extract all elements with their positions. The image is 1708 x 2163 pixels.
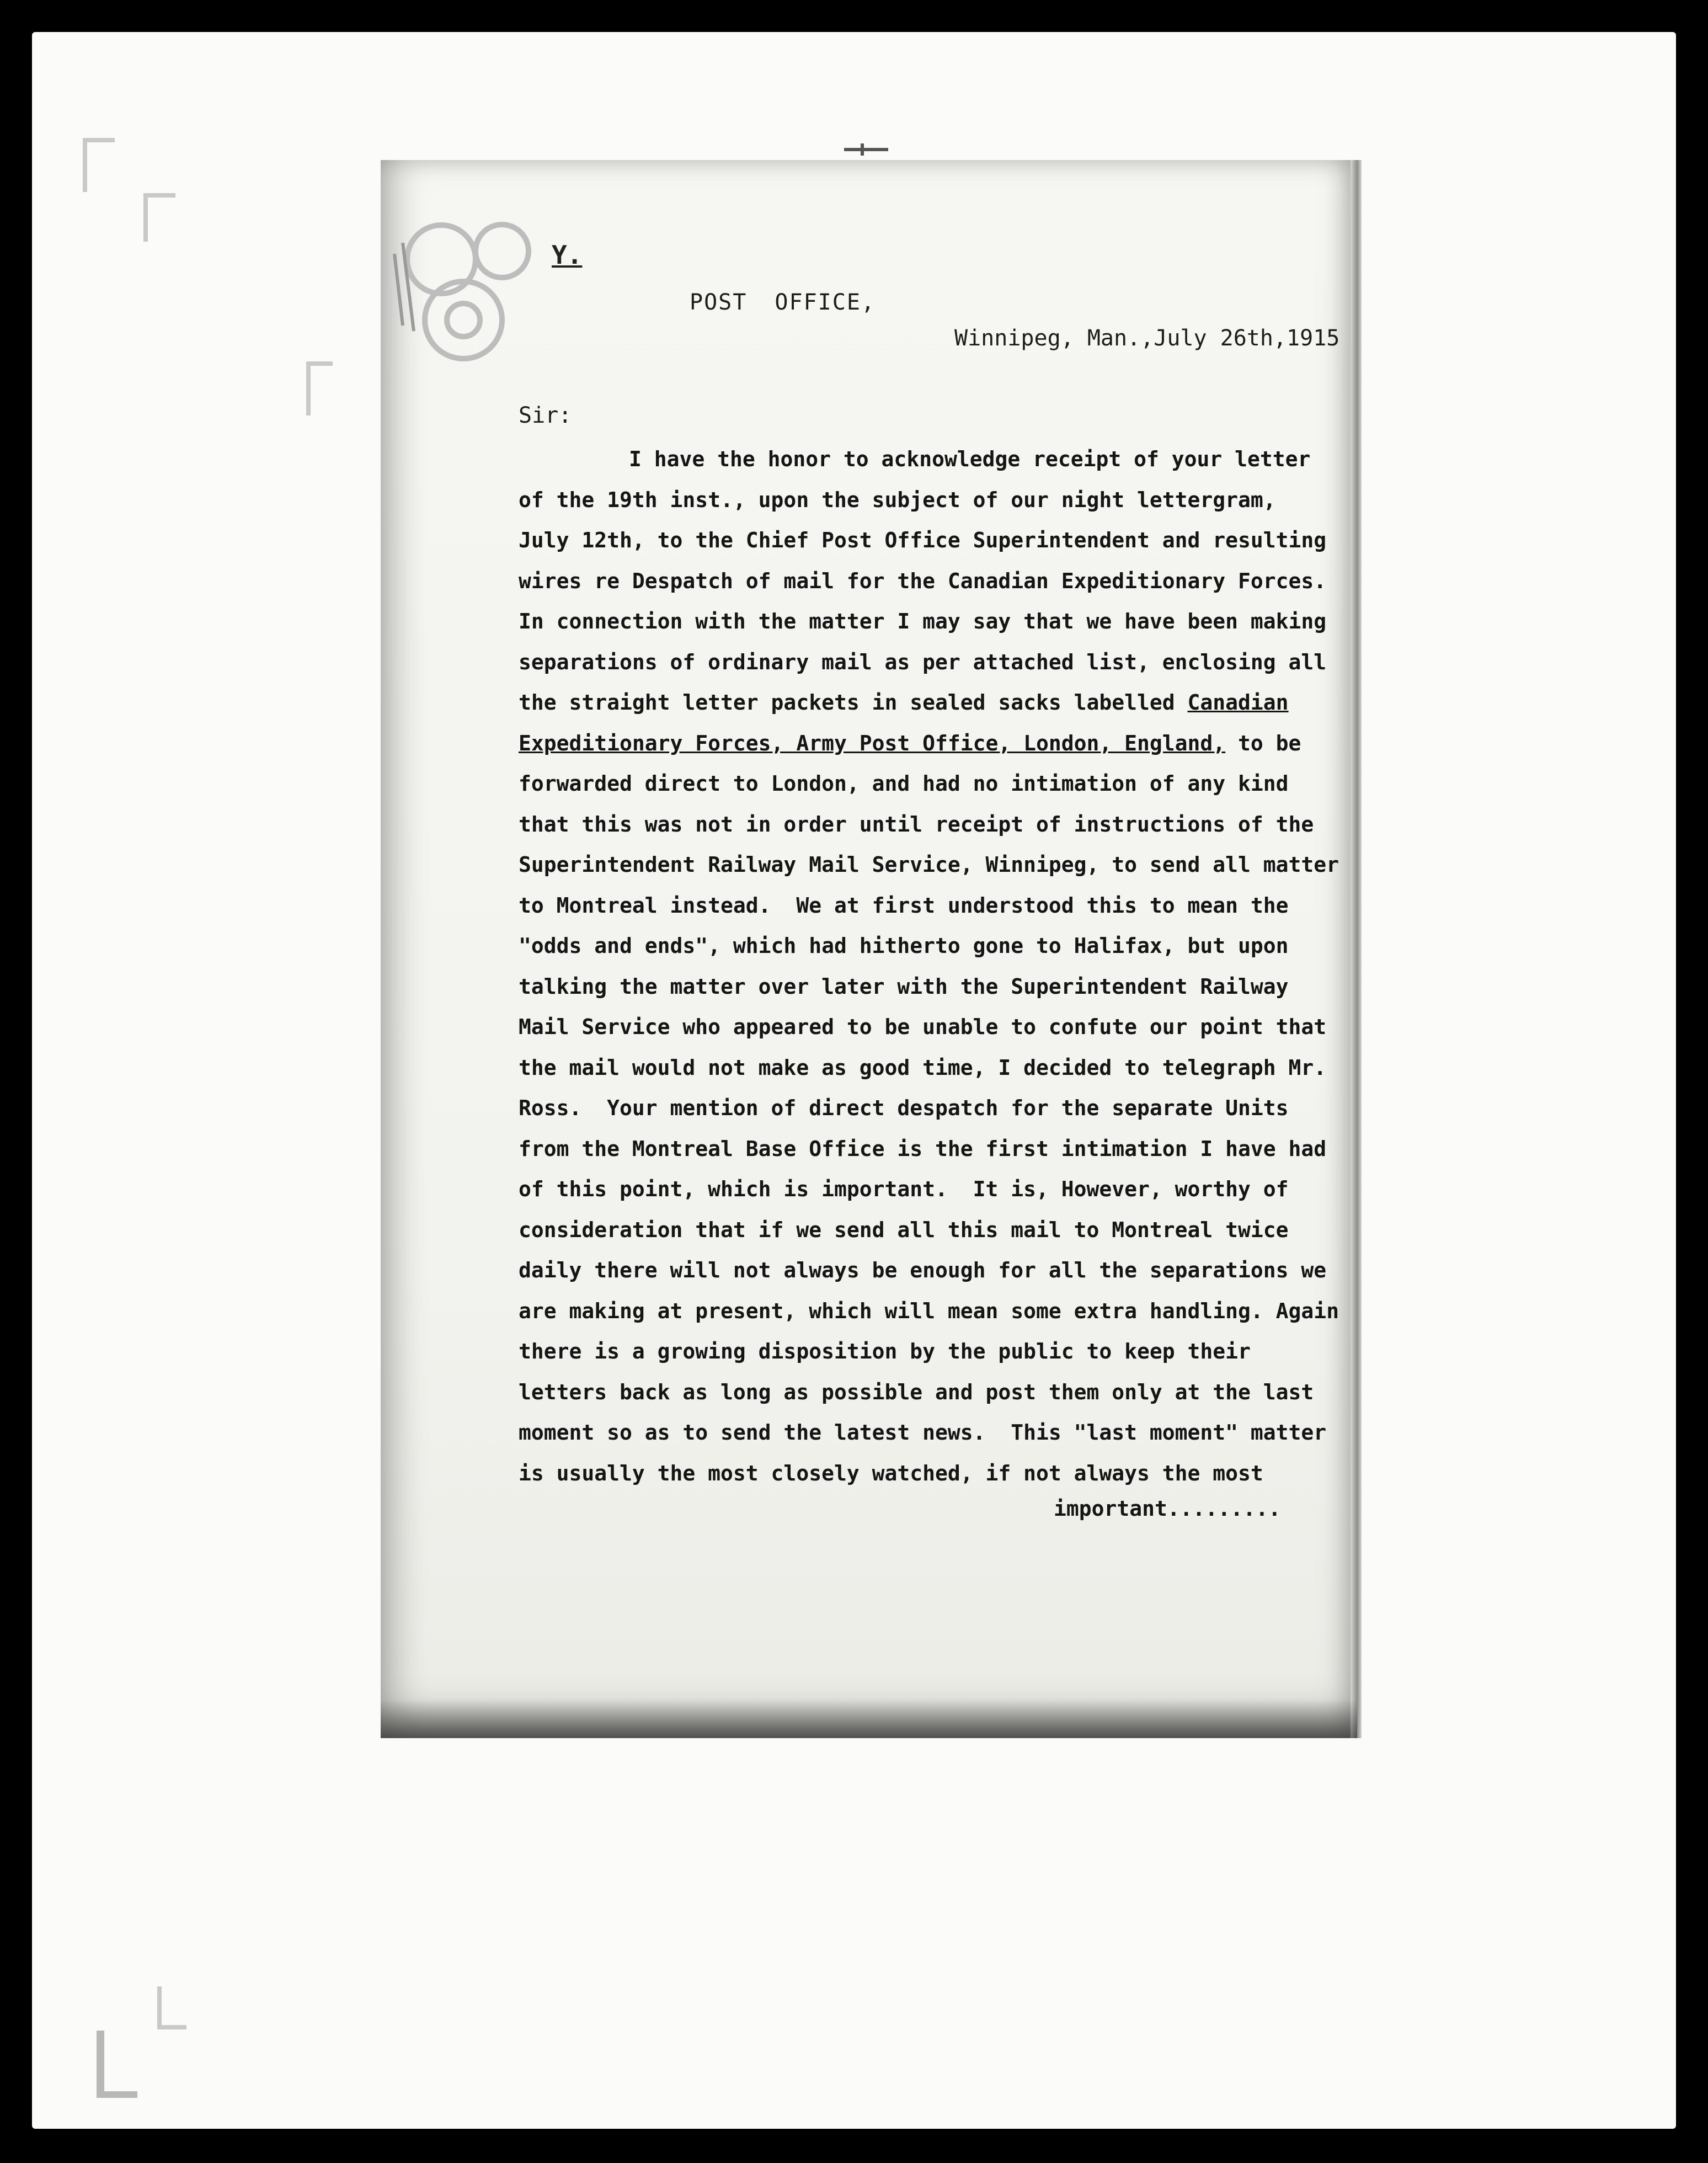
body-line: Ross. Your mention of direct despatch for the separate Units [519, 1096, 1289, 1120]
film-corner-mark [157, 1986, 186, 2029]
stamp-fragment: Y. [552, 240, 583, 270]
body-line: are making at present, which will mean some extra handling. Again [519, 1298, 1339, 1323]
letterhead-heading: POST OFFICE, [690, 290, 876, 315]
dateline: Winnipeg, Man.,July 26th,1915 [954, 326, 1340, 351]
body-line: consideration that if we send all this mail to Montreal twice [519, 1217, 1289, 1242]
body-line: Mail Service who appeared to be unable to confute our point that [519, 1015, 1327, 1039]
body-line: that this was not in order until receipt of instructions of the [519, 812, 1314, 837]
film-corner-mark [97, 2031, 137, 2098]
body-line: to Montreal instead. We at first understood this to mean the [519, 893, 1289, 918]
body-line: wires re Despatch of mail for the Canadian Expeditionary Forces. [519, 568, 1327, 593]
body-line: letters back as long as possible and post them only at the last [519, 1379, 1314, 1404]
body-line: the mail would not make as good time, I decided to telegraph Mr. [519, 1055, 1327, 1080]
body-line: from the Montreal Base Office is the first intimation I have had [519, 1136, 1327, 1161]
film-corner-mark [306, 361, 333, 415]
body-line: moment so as to send the latest news. This "last moment" matter [519, 1420, 1327, 1445]
body-line: separations of ordinary mail as per attached list, enclosing all [519, 649, 1327, 674]
body-line: Superintendent Railway Mail Service, Winnipeg, to send all matter [519, 853, 1339, 877]
underlined-phrase: Expeditionary Forces, Army Post Office, London, England, [519, 731, 1226, 755]
circular-stamp-icon [381, 210, 563, 375]
film-corner-mark [83, 138, 115, 192]
body-line: daily there will not always be enough for all the separations we [519, 1258, 1327, 1282]
body-line-text: the straight letter packets in sealed sacks labelled [519, 690, 1188, 715]
body-line: "odds and ends", which had hitherto gone to Halifax, but upon [519, 934, 1289, 958]
body-line: July 12th, to the Chief Post Office Superintendent and resulting [519, 528, 1327, 552]
body-line-text: to be [1225, 731, 1301, 755]
letter-body [519, 439, 1339, 1494]
page-arrow-mark [844, 148, 888, 151]
sheet-edge-shadow [1351, 160, 1362, 1738]
underlined-phrase: Canadian [1187, 690, 1289, 715]
body-line: In connection with the matter I may say that we have been making [519, 609, 1327, 633]
sheet-bottom-shadow [381, 1700, 1357, 1738]
closing-continuation: important......... [1054, 1496, 1281, 1521]
body-line: I have the honor to acknowledge receipt of your letter [629, 447, 1311, 471]
body-line: talking the matter over later with the Superintendent Railway [519, 974, 1289, 999]
body-line: is usually the most closely watched, if not always the most [519, 1461, 1263, 1485]
body-line: forwarded direct to London, and had no intimation of any kind [519, 771, 1289, 796]
body-line-underlined-start [519, 683, 1324, 723]
film-corner-mark [143, 193, 175, 242]
body-line: of this point, which is important. It is, However, worthy of [519, 1177, 1289, 1201]
salutation: Sir: [519, 403, 572, 428]
body-line: of the 19th inst., upon the subject of our night lettergram, [519, 487, 1276, 512]
body-line: there is a growing disposition by the public to keep their [519, 1339, 1251, 1363]
body-line-underlined [519, 723, 1324, 764]
